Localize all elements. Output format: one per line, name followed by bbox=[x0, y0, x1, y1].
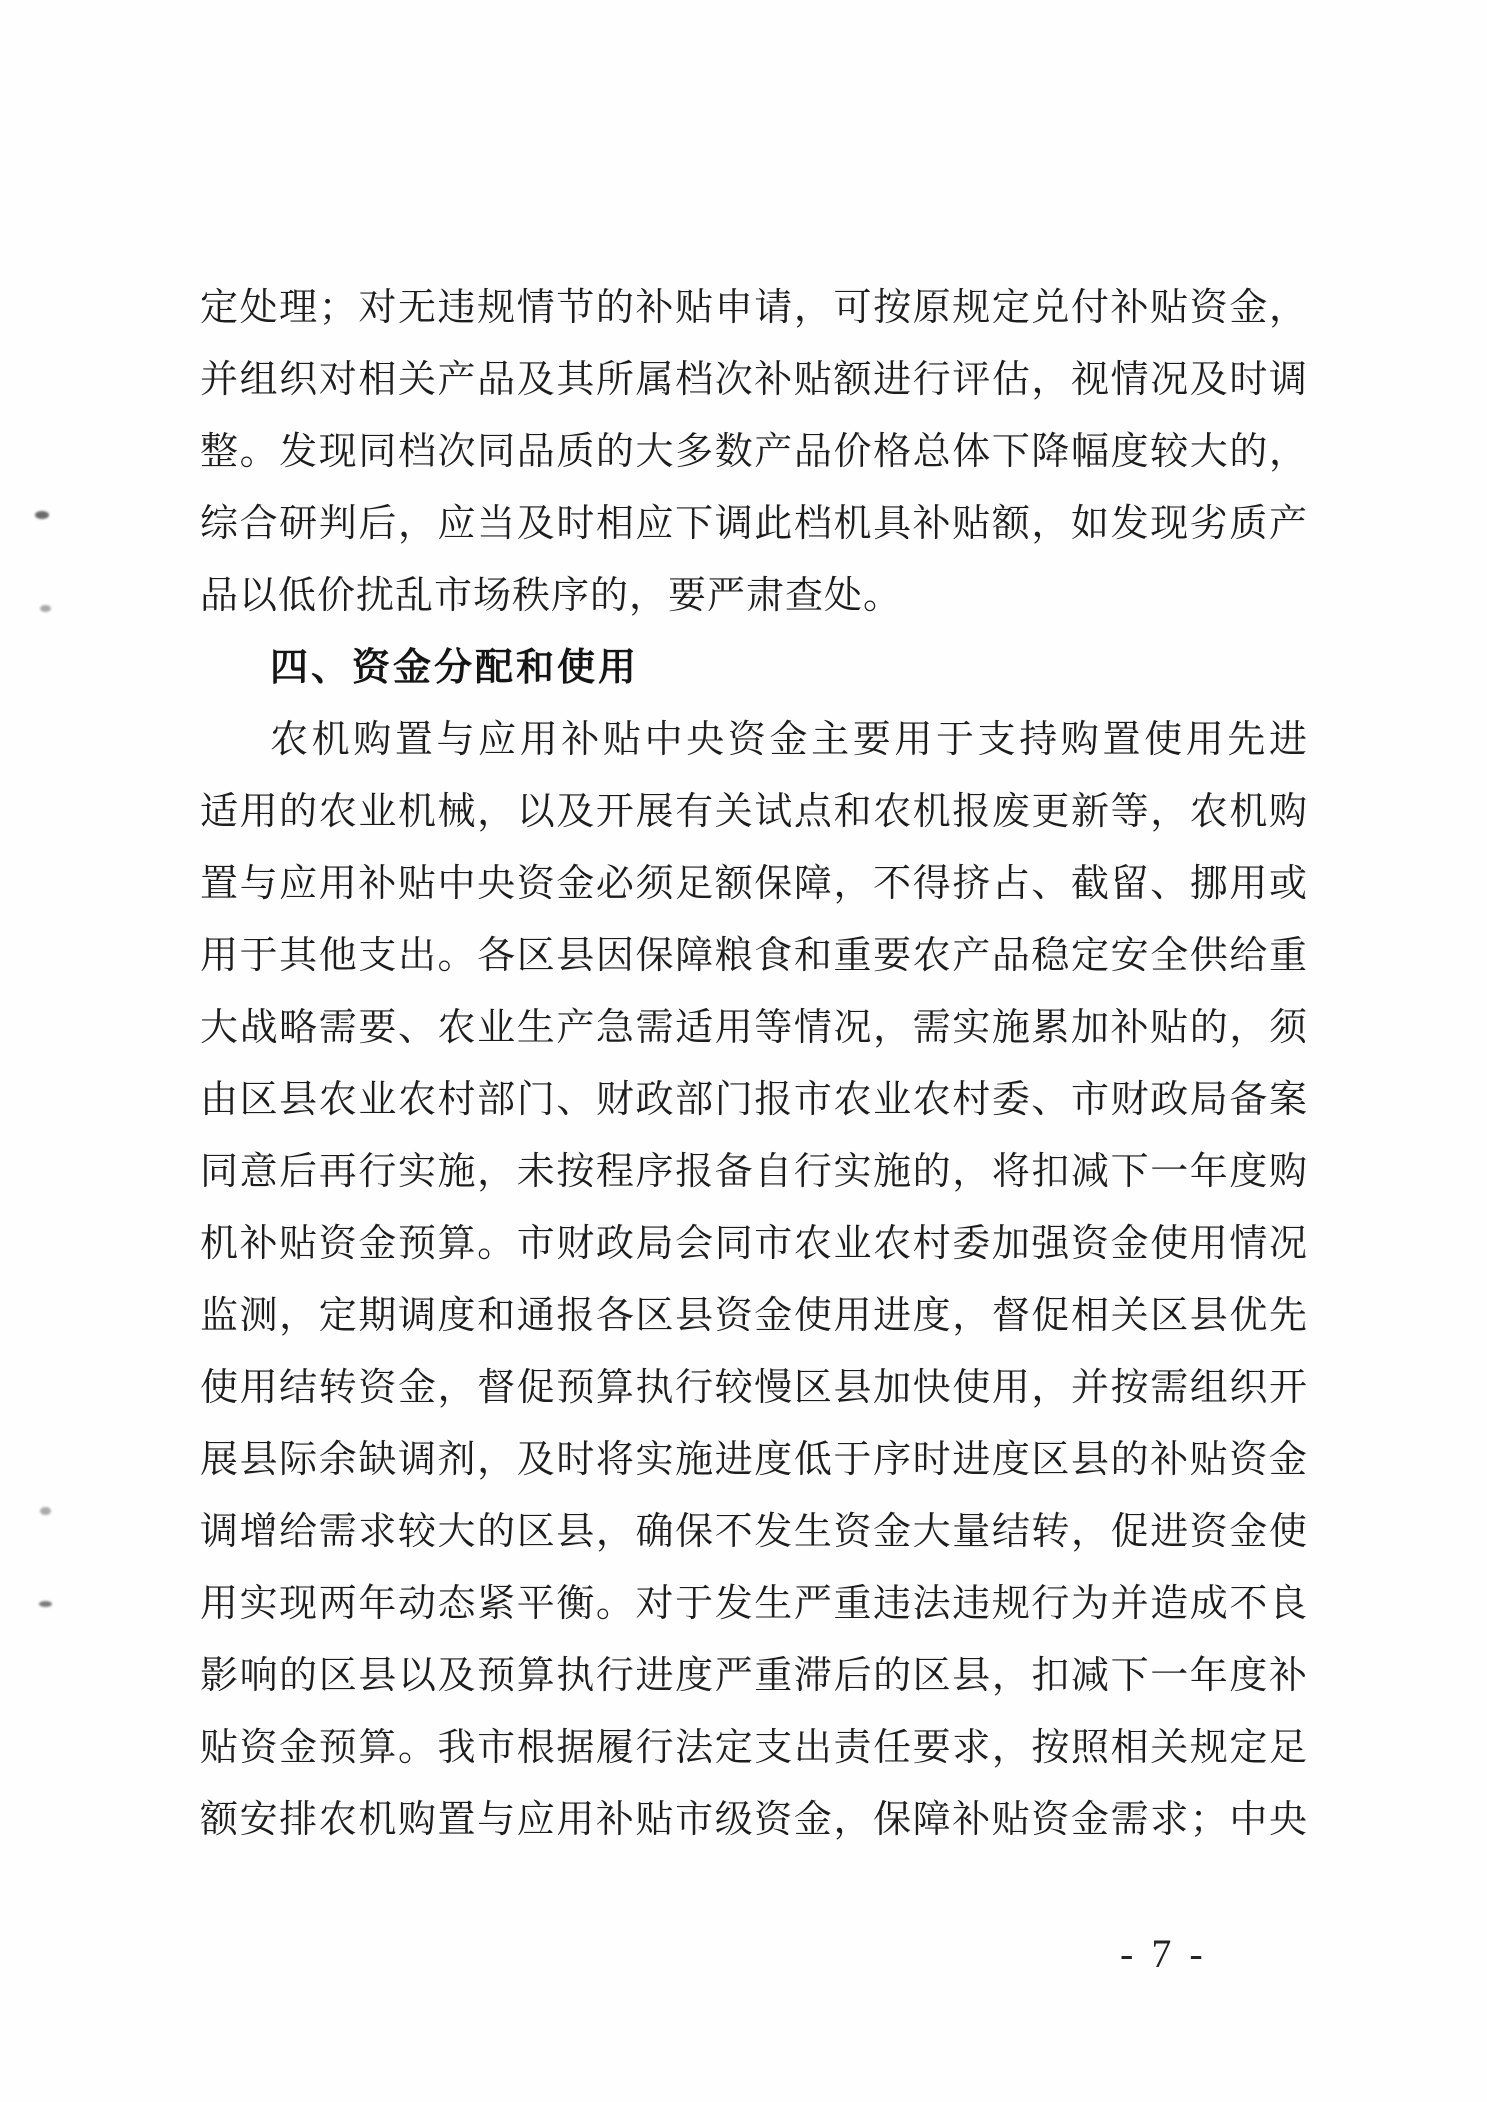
text-line-4: 综合研判后，应当及时相应下调此档机具补贴额，如发现劣质产 bbox=[200, 503, 1308, 545]
page-number: - 7 - bbox=[1120, 1931, 1207, 1976]
text-line-14: 机补贴资金预算。市财政局会同市农业农村委加强资金使用情况 bbox=[200, 1223, 1308, 1265]
text-line-3: 整。发现同档次同品质的大多数产品价格总体下降幅度较大的， bbox=[200, 431, 1308, 473]
text-line-21: 贴资金预算。我市根据履行法定支出责任要求，按照相关规定足 bbox=[200, 1727, 1308, 1769]
text-line-12: 由区县农业农村部门、财政部门报市农业农村委、市财政局备案 bbox=[200, 1079, 1308, 1121]
text-line-22: 额安排农机购置与应用补贴市级资金，保障补贴资金需求；中央 bbox=[200, 1799, 1308, 1841]
text-line-8: 适用的农业机械，以及开展有关试点和农机报废更新等，农机购 bbox=[200, 791, 1308, 833]
text-line-9: 置与应用补贴中央资金必须足额保障，不得挤占、截留、挪用或 bbox=[200, 863, 1308, 905]
scan-speck bbox=[40, 605, 51, 612]
text-line-10: 用于其他支出。各区县因保障粮食和重要农产品稳定安全供给重 bbox=[200, 935, 1308, 977]
scan-speck bbox=[35, 511, 49, 519]
text-line-1: 定处理；对无违规情节的补贴申请，可按原规定兑付补贴资金， bbox=[200, 287, 1308, 329]
scan-speck bbox=[39, 1601, 52, 1607]
text-line-2: 并组织对相关产品及其所属档次补贴额进行评估，视情况及时调 bbox=[200, 359, 1308, 401]
scan-speck bbox=[40, 1507, 51, 1515]
text-line-20: 影响的区县以及预算执行进度严重滞后的区县，扣减下一年度补 bbox=[200, 1655, 1308, 1697]
text-line-13: 同意后再行实施，未按程序报备自行实施的，将扣减下一年度购 bbox=[200, 1151, 1308, 1193]
text-line-15: 监测，定期调度和通报各区县资金使用进度，督促相关区县优先 bbox=[200, 1295, 1308, 1337]
text-line-19: 用实现两年动态紧平衡。对于发生严重违法违规行为并造成不良 bbox=[200, 1583, 1308, 1625]
text-line-5: 品以低价扰乱市场秩序的，要严肃查处。 bbox=[200, 575, 903, 617]
section-heading: 四、资金分配和使用 bbox=[270, 647, 640, 689]
document-body bbox=[200, 272, 1308, 1856]
text-line-11: 大战略需要、农业生产急需适用等情况，需实施累加补贴的，须 bbox=[200, 1007, 1308, 1049]
text-line-17: 展县际余缺调剂，及时将实施进度低于序时进度区县的补贴资金 bbox=[200, 1439, 1308, 1481]
text-line-7: 农机购置与应用补贴中央资金主要用于支持购置使用先进 bbox=[270, 719, 1308, 761]
text-line-18: 调增给需求较大的区县，确保不发生资金大量结转，促进资金使 bbox=[200, 1511, 1308, 1553]
text-line-16: 使用结转资金，督促预算执行较慢区县加快使用，并按需组织开 bbox=[200, 1367, 1308, 1409]
